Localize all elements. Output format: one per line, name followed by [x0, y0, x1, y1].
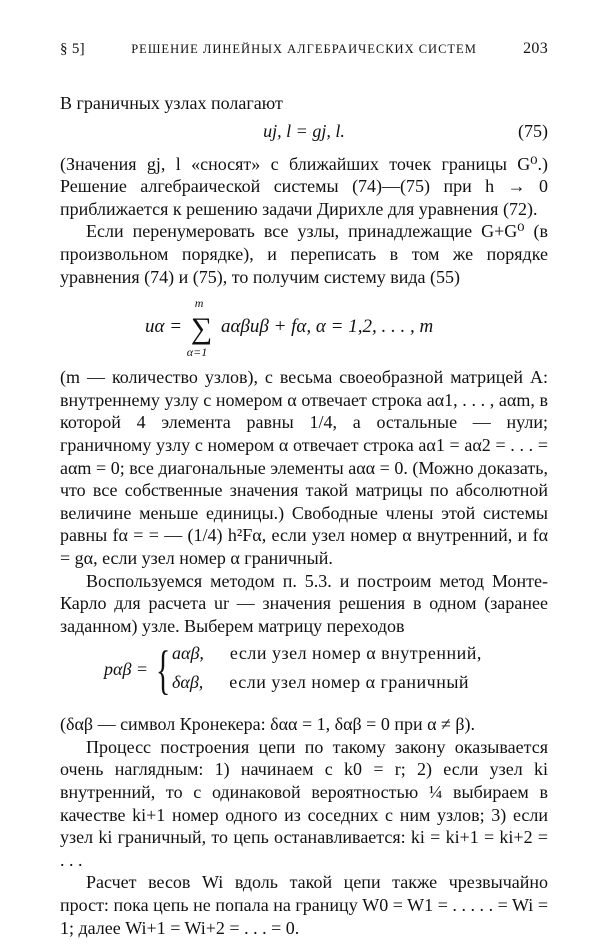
equation-75-number: (75) [518, 120, 548, 141]
case-internal-condition: если узел номер α внутренний, [229, 643, 482, 664]
sum-sign: ∑ m α=1 [186, 296, 213, 360]
paragraph-2: (Значения gj, l «сносят» с ближайших точек границы G⁰.) Решение алгебраической системы (74)—(75) при h → 0 приближается к решению задачи Дирихле для уравнения (72). [60, 153, 548, 219]
paragraph-6: (δαβ — символ Кронекера: δαα = 1, δαβ = 0 при α ≠ β). [60, 714, 476, 735]
sum-upper-limit: m [194, 296, 204, 311]
paragraph-1: В граничных узлах полагают [60, 93, 283, 113]
paragraph-8: Расчет весов Wi вдоль такой цепи также чрезвычайно прост: пока цепь не попала на границу W0 = W1 = . . . . . = Wi = 1; далее Wi+1 = Wi+2 = . . . = 0. [60, 872, 548, 938]
book-page [60, 40, 548, 939]
paragraph-7: Процесс построения цепи по такому закону оказывается очень наглядным: 1) начинаем с k0 = r; 2) если узел ki внутренний, то с одинаковой вероятностью ¼ выбираем в качестве ki+1 номер одного из соседних с ним узлов; 3) если узел ki граничный, то цепь останавливается: ki = ki+1 = ki+2 = . . . [60, 736, 548, 870]
paragraph-3: Если перенумеровать все узлы, принадлежащие G+G⁰ (в произвольном порядке), и переписать в том же порядке уравнения (74) и (75), то получим систему вида (55) [60, 221, 548, 287]
equation-75-body: uj, l = gj, l. [263, 120, 345, 141]
running-title: РЕШЕНИЕ ЛИНЕЙНЫХ АЛГЕБРАИЧЕСКИХ СИСТЕМ [131, 42, 477, 56]
equation-system-lhs: uα = [145, 316, 187, 338]
paragraph-5: Воспользуемся методом п. 5.3. и построим метод Монте-Карло для расчета ur — значения решения в одном (заранее заданном) узле. Выберем матрицу переходов [60, 570, 548, 636]
equation-system [60, 292, 548, 360]
running-header [60, 40, 548, 58]
equation-75 [60, 121, 548, 145]
sum-lower-limit: α=1 [186, 345, 208, 360]
case-internal-value: aαβ, [172, 643, 204, 664]
case-boundary [172, 672, 469, 693]
equation-system-rhs: aαβuβ + fα, α = 1,2, . . . , m [220, 316, 434, 338]
case-internal [172, 643, 482, 664]
page-number: 203 [523, 40, 548, 57]
transition-matrix-equation [60, 641, 548, 703]
left-brace: { [156, 640, 171, 701]
section-mark: § 5] [60, 41, 85, 57]
case-boundary-value: δαβ, [172, 672, 204, 693]
transition-matrix-lhs: pαβ = [104, 659, 149, 680]
case-boundary-condition: если узел номер α граничный [229, 672, 470, 693]
paragraph-4: (m — количество узлов), с весьма своеобразной матрицей A: внутреннему узлу с номером α отвечает строка aα1, . . . , aαm, в которой 4 элемента равны 1/4, а остальные — нули; граничному узлу с номером α отвечает строка aα1 = aα2 = . . . = aαm = 0; все диагональные элементы aαα = 0. (Можно доказать, что все собственные значения такой матрицы по абсолютной величине меньше единицы.) Свободные члены этой системы равны fα = = — (1/4) h²Fα, если узел номер α внутренний, и fα = gα, если узел номер α граничный. [60, 367, 548, 568]
